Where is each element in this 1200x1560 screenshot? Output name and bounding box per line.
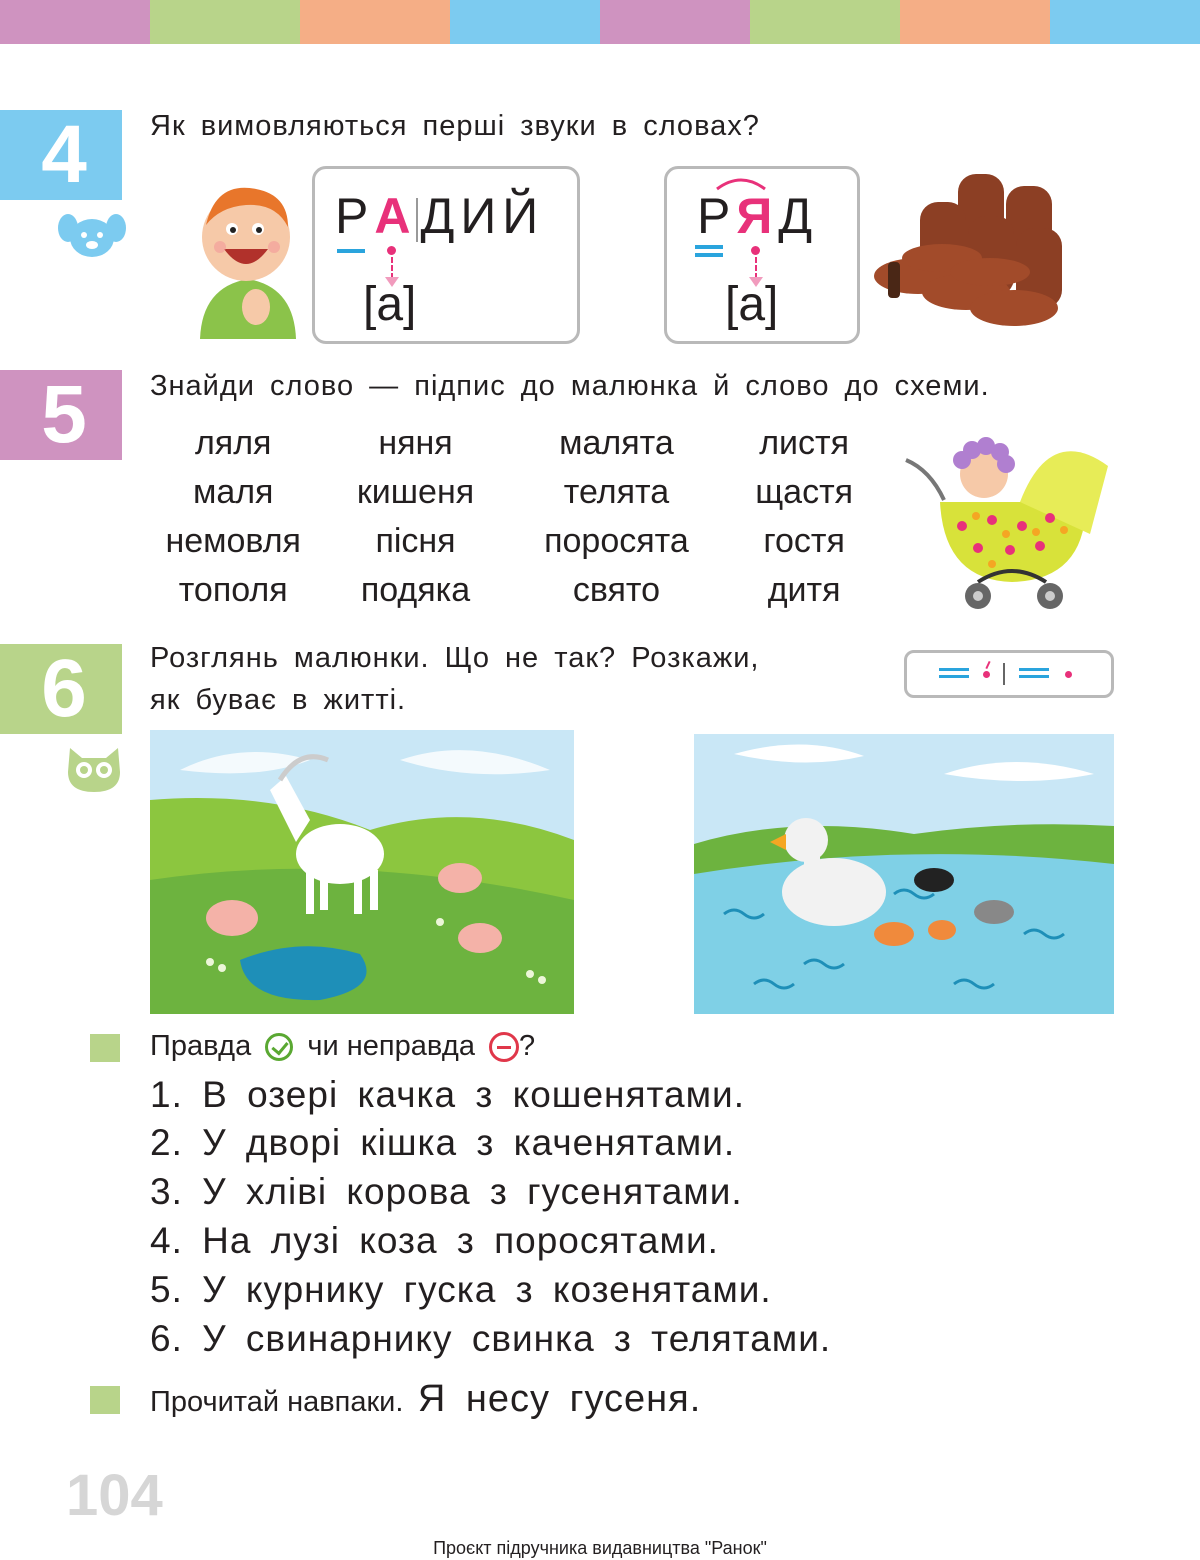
- word: листя: [759, 424, 850, 462]
- arrow-down: [391, 257, 393, 279]
- word: свято: [572, 571, 661, 609]
- word-grid: [145, 424, 885, 620]
- word-card-radyi: [312, 166, 580, 344]
- task5-instruction: Знайди слово — підпис до малюнка й слово до схеми.: [150, 370, 990, 402]
- syllable-divider: [1003, 663, 1005, 685]
- task6-instruction-line2: як буває в житті.: [150, 684, 407, 716]
- truth-middle: чи неправда: [307, 1030, 475, 1062]
- soft-consonant-mark: [939, 668, 969, 671]
- bullet-square: [90, 1034, 120, 1062]
- sound-scheme: [904, 650, 1114, 698]
- soft-consonant-mark: [695, 245, 723, 249]
- vowel-dot: [983, 671, 990, 678]
- letter-r: Р: [697, 188, 737, 244]
- sentence-1: 1. В озері качка з кошенятами.: [150, 1074, 746, 1115]
- top-color-strip: [0, 0, 1200, 44]
- vowel-dot: [751, 246, 760, 255]
- syllable-divider: [416, 198, 418, 242]
- dog-icon: [56, 208, 128, 260]
- sentence-2: 2. У дворі кішка з каченятами.: [150, 1122, 736, 1163]
- minus-icon: [489, 1032, 519, 1062]
- bullet-square: [90, 1386, 120, 1414]
- word: дитя: [767, 571, 841, 609]
- sentence-4: 4. На лузі коза з поросятами.: [150, 1220, 719, 1261]
- word: поросята: [544, 522, 689, 560]
- hard-consonant-mark: [337, 249, 365, 253]
- duck-lake-picture: [694, 734, 1114, 1014]
- stress-mark: [985, 661, 990, 669]
- word-row: [145, 473, 885, 522]
- task6-instruction-line1: Розглянь малюнки. Що не так? Розкажи,: [150, 642, 760, 674]
- task4-question: Як вимовляються перші звуки в словах?: [150, 110, 760, 142]
- transcription-1: [а]: [363, 278, 417, 331]
- truth-label: Правда: [150, 1030, 252, 1062]
- check-icon: [265, 1033, 293, 1061]
- word: немовля: [165, 522, 301, 560]
- sentence-6: 6. У свинарнику свинка з телятами.: [150, 1318, 832, 1359]
- word: маля: [192, 473, 274, 511]
- page-number: 104: [66, 1463, 163, 1528]
- word: малята: [559, 424, 674, 462]
- truth-prompt: [150, 1030, 535, 1063]
- word: щастя: [755, 473, 854, 511]
- word-card-riad: [664, 166, 860, 344]
- word: кишеня: [356, 473, 475, 511]
- word-row: [145, 522, 885, 571]
- task-number-5: 5: [0, 370, 122, 460]
- sentence-3: 3. У хліві корова з гусенятами.: [150, 1171, 743, 1212]
- accent-letter-ya: Я: [736, 188, 779, 244]
- transcription-2: [а]: [725, 278, 779, 331]
- question-mark: ?: [519, 1030, 536, 1062]
- word: няня: [378, 424, 453, 462]
- letters-dyi: ДИЙ: [420, 188, 545, 244]
- word: тополя: [178, 571, 288, 609]
- word: телята: [563, 473, 670, 511]
- vowel-dot: [1065, 671, 1072, 678]
- accent-letter-a: А: [374, 188, 417, 244]
- word: пісня: [375, 522, 456, 560]
- seat-row-illustration: [868, 166, 1078, 340]
- soft-consonant-mark: [1019, 668, 1049, 671]
- owl-icon: [62, 742, 126, 794]
- goat-meadow-picture: [150, 730, 574, 1014]
- letter-r: Р: [335, 188, 375, 244]
- arrow-down: [755, 257, 757, 279]
- baby-stroller-illustration: [900, 430, 1114, 614]
- footer-text: Проєкт підручника видавництва "Ранок": [433, 1538, 767, 1558]
- task-number-4: 4: [0, 110, 122, 200]
- word: ляля: [194, 424, 272, 462]
- reverse-label: Прочитай навпаки.: [150, 1386, 404, 1418]
- letter-d: Д: [778, 188, 819, 244]
- reverse-text: Я несу гусеня.: [417, 1378, 702, 1420]
- boy-illustration: [196, 175, 300, 339]
- word: подяка: [360, 571, 471, 609]
- word-row: [145, 424, 885, 473]
- sentence-5: 5. У курнику гуска з козенятами.: [150, 1269, 772, 1310]
- vowel-dot: [387, 246, 396, 255]
- word-row: [145, 571, 885, 620]
- task-number-6: 6: [0, 644, 122, 734]
- word: гостя: [763, 522, 845, 560]
- reverse-prompt: [150, 1378, 701, 1421]
